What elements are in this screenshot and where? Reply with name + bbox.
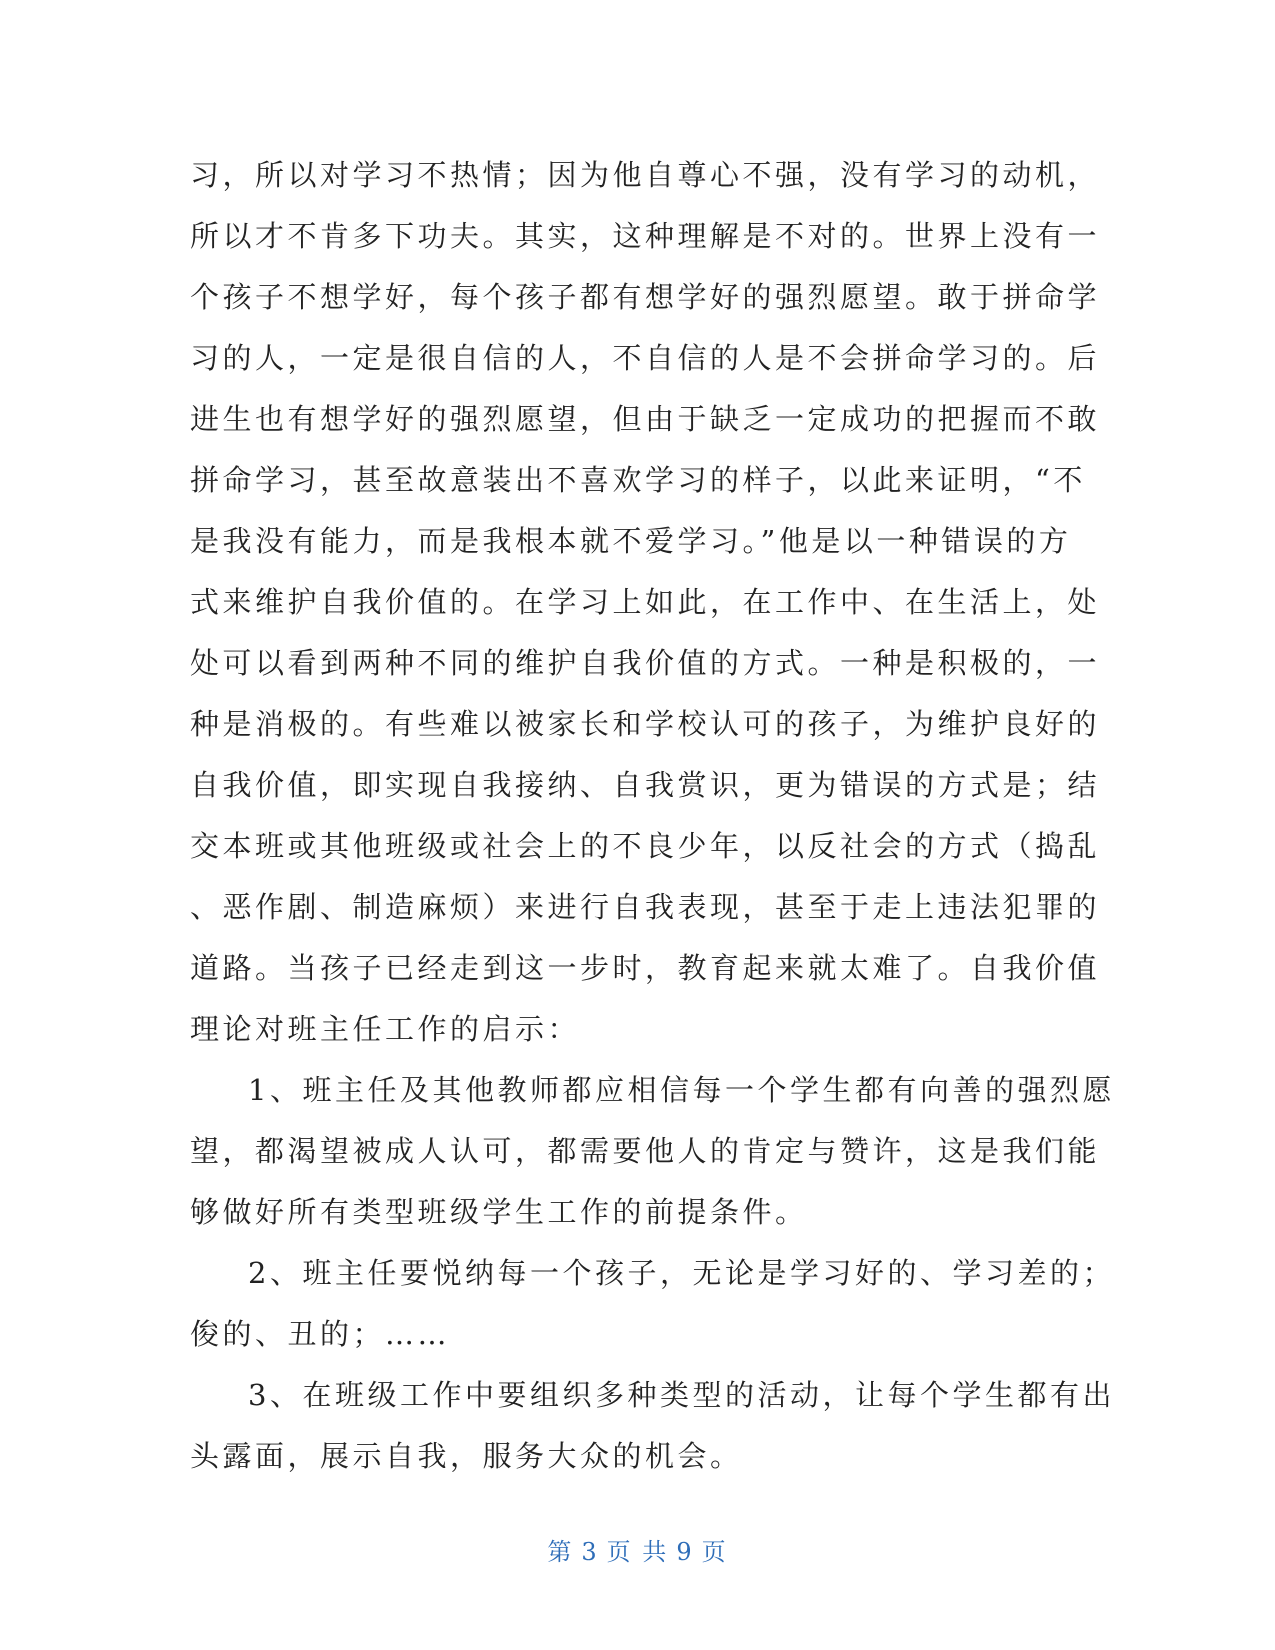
- text-line: 俊的、丑的；……: [190, 1317, 451, 1351]
- list-item-1-line: 1、班主任及其他教师都应相信每一个学生都有向善的强烈愿: [248, 1073, 1115, 1107]
- text-line: 够做好所有类型班级学生工作的前提条件。: [190, 1195, 808, 1229]
- footer-current-page: 3: [581, 1538, 599, 1566]
- text-line: 交本班或其他班级或社会上的不良少年，以反社会的方式（捣乱: [190, 829, 1101, 863]
- list-item-3-line: 3、在班级工作中要组织多种类型的活动，让每个学生都有出: [248, 1378, 1115, 1412]
- text-line: 习，所以对学习不热情；因为他自尊心不强，没有学习的动机，: [190, 158, 1101, 192]
- text-line: 式来维护自我价值的。在学习上如此，在工作中、在生活上，处: [190, 585, 1101, 619]
- body-text: [190, 145, 1115, 1487]
- text-line: 个孩子不想学好，每个孩子都有想学好的强烈愿望。敢于拼命学: [190, 280, 1101, 314]
- text-line: 自我价值，即实现自我接纳、自我赏识，更为错误的方式是；结: [190, 768, 1101, 802]
- page-footer: [0, 1532, 1275, 1567]
- text-line: 拼命学习，甚至故意装出不喜欢学习的样子，以此来证明，“不: [190, 463, 1086, 497]
- footer-middle: 页 共: [606, 1538, 669, 1566]
- text-line: 种是消极的。有些难以被家长和学校认可的孩子，为维护良好的: [190, 707, 1101, 741]
- footer-total-pages: 9: [676, 1538, 694, 1566]
- text-line: 头露面，展示自我，服务大众的机会。: [190, 1439, 743, 1473]
- text-line: 望，都渴望被成人认可，都需要他人的肯定与赞许，这是我们能: [190, 1134, 1101, 1168]
- text-line: 进生也有想学好的强烈愿望，但由于缺乏一定成功的把握而不敢: [190, 402, 1101, 436]
- text-line: 理论对班主任工作的启示：: [190, 1012, 581, 1046]
- text-line: 、恶作剧、制造麻烦）来进行自我表现，甚至于走上违法犯罪的: [190, 890, 1101, 924]
- text-line: 处可以看到两种不同的维护自我价值的方式。一种是积极的，一: [190, 646, 1101, 680]
- text-line: 所以才不肯多下功夫。其实，这种理解是不对的。世界上没有一: [190, 219, 1101, 253]
- list-item-2-line: 2、班主任要悦纳每一个孩子，无论是学习好的、学习差的；: [248, 1256, 1115, 1290]
- text-line: 习的人，一定是很自信的人，不自信的人是不会拼命学习的。后: [190, 341, 1101, 375]
- text-line: 道路。当孩子已经走到这一步时，教育起来就太难了。自我价值: [190, 951, 1101, 985]
- text-line: 是我没有能力，而是我根本就不爱学习。”他是以一种错误的方: [190, 524, 1072, 558]
- footer-suffix: 页: [701, 1538, 728, 1566]
- footer-prefix: 第: [547, 1538, 574, 1566]
